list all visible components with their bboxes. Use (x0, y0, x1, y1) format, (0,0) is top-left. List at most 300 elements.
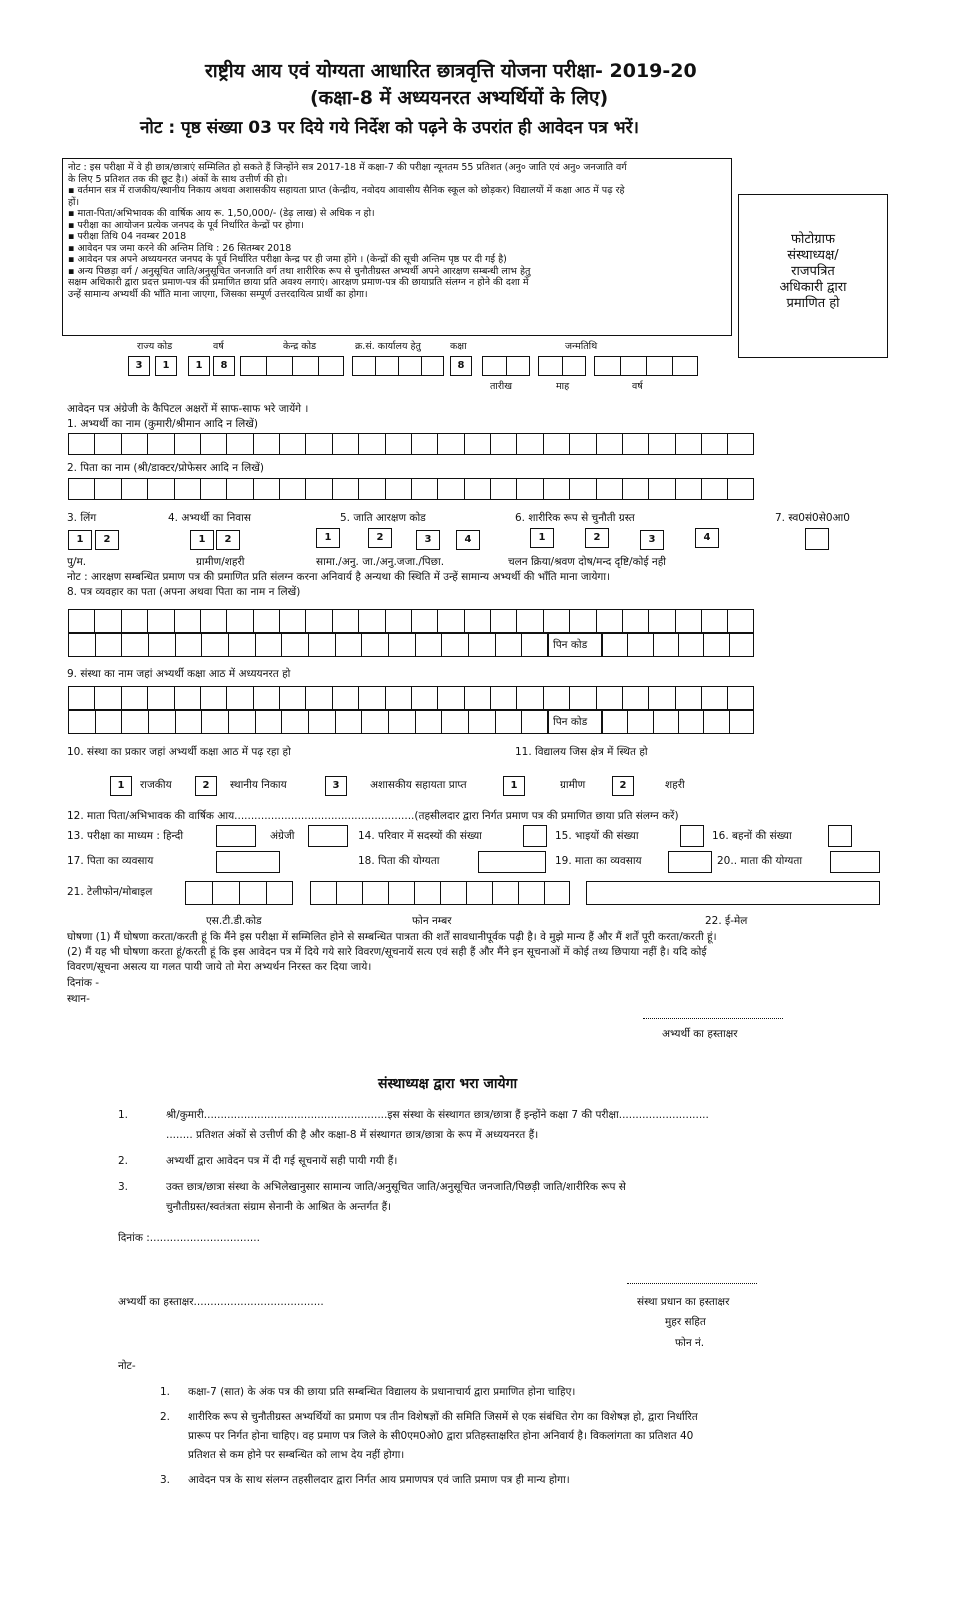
dob-date-boxes[interactable] (482, 356, 530, 376)
disability-option-4[interactable]: 4 (695, 528, 719, 548)
kramank-boxes[interactable] (352, 356, 444, 376)
note-item (160, 1383, 860, 1402)
varsh-digit-2[interactable]: 8 (213, 356, 235, 376)
char-box[interactable] (305, 433, 331, 455)
char-box[interactable] (308, 710, 335, 734)
char-box[interactable] (175, 710, 202, 734)
q13-english-label: अंग्रेजी (270, 830, 295, 842)
char-box[interactable] (358, 478, 384, 500)
q1-label: 1. अभ्यर्थी का नाम (कुमारी/श्रीमान आदि न लिखें) (67, 418, 258, 430)
char-box[interactable] (121, 433, 147, 455)
kendra-code-label: केन्द्र कोड (283, 341, 317, 352)
char-box[interactable] (521, 710, 548, 734)
note-number: 3. (160, 1474, 171, 1486)
instructions-list (68, 162, 728, 300)
principal-item-line: चुनौतीग्रस्त/स्वतंत्रता संग्राम सेनानी के आश्रित के अन्तर्गत हैं। (166, 1201, 392, 1213)
q20-label: 20.. माता की योग्यता (717, 855, 803, 867)
photo-text-line: संस्थाध्यक्ष/ (787, 248, 839, 263)
instruction-line: ▪ परीक्षा का आयोजन प्रत्येक जनपद के पूर्व निर्धारित केन्द्रों पर होगा। (68, 219, 304, 231)
pin-code-boxes-2[interactable] (602, 710, 754, 734)
char-box[interactable] (94, 686, 120, 710)
school-type-label-3: अशासकीय सहायता प्राप्त (370, 779, 467, 791)
char-box[interactable] (279, 686, 305, 710)
char-box[interactable] (516, 478, 542, 500)
char-box[interactable] (516, 686, 542, 710)
char-box[interactable] (678, 710, 703, 734)
q12-label: 12. माता पिता/अभिभावक की वार्षिक आय......................................................(तहसीलदार द्वारा निर्गत प्रमाण पत्र की प्रमाणित छाया प्रति संलग्न करें) (67, 810, 679, 822)
char-box[interactable] (68, 433, 94, 455)
dob-year-boxes[interactable] (594, 356, 698, 376)
residence-option-2[interactable]: 2 (216, 530, 240, 550)
char-box[interactable] (727, 686, 753, 710)
head-signature-line (627, 1283, 757, 1284)
father-name-boxes[interactable] (68, 478, 754, 500)
notes-list (160, 1383, 860, 1496)
char-box[interactable] (464, 609, 490, 633)
principal-date-label: दिनांक :................................. (118, 1232, 260, 1244)
char-box[interactable] (490, 433, 516, 455)
char-box[interactable] (622, 478, 648, 500)
char-box[interactable] (332, 478, 358, 500)
form-subtitle: (कक्षा-8 में अध्ययनरत अभ्यर्थियों के लिए) (310, 87, 609, 109)
char-box[interactable] (464, 686, 490, 710)
char-box[interactable] (385, 686, 411, 710)
char-box[interactable] (701, 609, 727, 633)
principal-section-title: संस्थाध्यक्ष द्वारा भरा जायेगा (378, 1076, 518, 1092)
char-box[interactable] (729, 710, 754, 734)
disability-option-1[interactable]: 1 (530, 528, 554, 548)
kaksha-box[interactable]: 8 (450, 356, 472, 376)
pin-label-1: पिन कोड (553, 639, 588, 651)
char-box[interactable] (310, 881, 336, 905)
char-box[interactable] (602, 633, 627, 657)
photo-text-line: फोटोग्राफ (790, 232, 836, 247)
q8-label: 8. पत्र व्यवहार का पता (अपना अथवा पिता का नाम न लिखें) (67, 586, 301, 598)
std-code-boxes[interactable] (185, 881, 293, 905)
char-box[interactable] (174, 686, 200, 710)
note-item (160, 1471, 860, 1490)
char-box[interactable] (411, 686, 437, 710)
char-box[interactable] (95, 710, 122, 734)
disability-option-3[interactable]: 3 (640, 530, 664, 550)
char-box[interactable] (411, 609, 437, 633)
char-box[interactable] (253, 433, 279, 455)
q17-label: 17. पिता का व्यवसाय (67, 855, 154, 867)
dob-tarikh-label: तारीख (490, 381, 512, 392)
char-box[interactable] (495, 710, 522, 734)
char-box[interactable] (622, 433, 648, 455)
char-box[interactable] (516, 609, 542, 633)
char-box[interactable] (201, 633, 228, 657)
char-box[interactable] (653, 633, 678, 657)
char-box[interactable] (200, 609, 226, 633)
phone-number-label: फोन नम्बर (412, 915, 452, 927)
char-box[interactable] (385, 433, 411, 455)
mother-qualification-box[interactable] (830, 851, 880, 873)
char-box[interactable] (253, 609, 279, 633)
residence-option-1[interactable]: 1 (190, 530, 214, 550)
char-box[interactable] (415, 710, 442, 734)
char-box[interactable] (148, 710, 175, 734)
char-box[interactable] (185, 881, 212, 905)
char-box[interactable] (147, 478, 173, 500)
caste-labels: सामा./अनु. जा./अनु.जजा./पिछा. (316, 556, 445, 568)
char-box[interactable] (94, 478, 120, 500)
char-box[interactable] (361, 633, 388, 657)
char-box[interactable] (200, 686, 226, 710)
char-box[interactable] (226, 433, 252, 455)
char-box[interactable] (147, 686, 173, 710)
caste-option-2[interactable]: 2 (368, 528, 392, 548)
note-item (160, 1408, 860, 1465)
char-box[interactable] (121, 478, 147, 500)
char-box[interactable] (201, 710, 228, 734)
q16-label: 16. बहनों की संख्या (712, 830, 792, 842)
char-box[interactable] (602, 710, 627, 734)
instruction-line: ▪ आवेदन पत्र जमा करने की अन्तिम तिथि : 26 सितम्बर 2018 (68, 242, 292, 254)
school-type-label-2: स्थानीय निकाय (230, 779, 287, 791)
char-box[interactable] (516, 433, 542, 455)
instruction-line: ▪ परीक्षा तिथि 04 नवम्बर 2018 (68, 231, 187, 242)
char-box[interactable] (147, 609, 173, 633)
char-box[interactable] (596, 686, 622, 710)
char-box[interactable] (388, 881, 414, 905)
instruction-line: ▪ माता-पिता/अभिभावक की वार्षिक आय रू. 1,50,000/- (डेढ़ लाख) से अधिक न हो। (68, 208, 375, 219)
residence-labels: ग्रामीण/शहरी (196, 556, 245, 568)
char-box[interactable] (335, 710, 362, 734)
char-box[interactable] (596, 609, 622, 633)
candidate-signature-line (643, 1018, 783, 1019)
char-box[interactable] (622, 686, 648, 710)
char-box[interactable] (675, 686, 701, 710)
phone-number-boxes[interactable] (310, 881, 570, 905)
declaration-line: घोषणा (1) मैं घोषणा करता/करती हूं कि मैंने इस परीक्षा में सम्मिलित होने से सम्बन्धित पात्रता की शर्तें सावधानीपूर्वक पढ़ी है। वे मुझे मान्य हैं और मैं शर्तें पूरी करता/करती हूं। (67, 931, 717, 943)
principal-item-number: 3. (118, 1181, 129, 1193)
char-box[interactable] (279, 433, 305, 455)
char-box[interactable] (228, 633, 255, 657)
sisters-count-box[interactable] (828, 825, 852, 847)
janmtithi-label: जन्मतिथि (565, 341, 598, 352)
area-label-2: शहरी (665, 779, 685, 791)
school-type-option-3[interactable]: 3 (325, 776, 347, 796)
char-box[interactable] (174, 478, 200, 500)
school-type-label-1: राजकीय (140, 779, 172, 791)
medium-hindi-box[interactable] (216, 825, 256, 847)
note-line: आवेदन पत्र के साथ संलग्न तहसीलदार द्वारा निर्गत आय प्रमाणपत्र एवं जाति प्रमाण पत्र ही मान्य होगा। (188, 1474, 570, 1486)
char-box[interactable] (95, 633, 122, 657)
char-box[interactable] (729, 633, 754, 657)
head-sign-label: संस्था प्रधान का हस्ताक्षर (637, 1296, 730, 1308)
dob-varsh-label: वर्ष (632, 381, 643, 392)
char-box[interactable] (490, 609, 516, 633)
char-box[interactable] (226, 686, 252, 710)
char-box[interactable] (678, 633, 703, 657)
caste-option-3[interactable]: 3 (416, 530, 440, 550)
char-box[interactable] (228, 710, 255, 734)
rajya-code-digit-1[interactable]: 3 (128, 356, 150, 376)
principal-item (118, 1151, 838, 1171)
char-box[interactable] (336, 881, 362, 905)
char-box[interactable] (226, 478, 252, 500)
char-box[interactable] (305, 609, 331, 633)
char-box[interactable] (358, 686, 384, 710)
char-box[interactable] (281, 710, 308, 734)
school-type-option-2[interactable]: 2 (195, 776, 217, 796)
char-box[interactable] (437, 433, 463, 455)
char-box[interactable] (596, 478, 622, 500)
gender-option-1[interactable]: 1 (68, 530, 92, 550)
varsh-digit-1[interactable]: 1 (188, 356, 210, 376)
char-box[interactable] (68, 633, 95, 657)
char-box[interactable] (543, 478, 569, 500)
q4-label: 4. अभ्यर्थी का निवास (168, 512, 251, 524)
area-option-1[interactable]: 1 (503, 776, 525, 796)
char-box[interactable] (414, 881, 440, 905)
q7-label: 7. स्व0सं0से0आ0 (775, 512, 850, 524)
char-box[interactable] (332, 686, 358, 710)
pin-code-boxes-1[interactable] (602, 633, 754, 657)
char-box[interactable] (266, 881, 293, 905)
char-box[interactable] (361, 710, 388, 734)
char-box[interactable] (727, 433, 753, 455)
char-box[interactable] (441, 633, 468, 657)
note-line: प्रतिशत से कम होने पर सम्बन्धित को लाभ देय नहीं होगा। (188, 1449, 405, 1461)
school-type-option-1[interactable]: 1 (110, 776, 132, 796)
char-box[interactable] (703, 710, 728, 734)
char-box[interactable] (569, 609, 595, 633)
char-box[interactable] (94, 433, 120, 455)
char-box[interactable] (543, 686, 569, 710)
char-box[interactable] (279, 609, 305, 633)
caste-option-1[interactable]: 1 (316, 528, 340, 548)
note-number: 2. (160, 1411, 171, 1423)
principal-item-line: श्री/कुमारी.......................................................इस संस्था के संस्थागत छात्र/छात्रा हैं इन्होंने कक्षा 7 की परीक्षा........................... (166, 1109, 709, 1121)
notes-title: नोट- (118, 1360, 136, 1372)
char-box[interactable] (332, 433, 358, 455)
char-box[interactable] (174, 609, 200, 633)
brothers-count-box[interactable] (680, 825, 704, 847)
instruction-line: ▪ वर्तमान सत्र में राजकीय/स्थानीय निकाय अथवा अशासकीय सहायता प्राप्त (केन्द्रीय, नवोदय आवासीय सैनिक स्कूल को छोड़कर) विद्यालयों में कक्षा आठ में पढ़ रहे (68, 185, 625, 196)
char-box[interactable] (305, 686, 331, 710)
char-box[interactable] (415, 633, 442, 657)
disability-option-2[interactable]: 2 (585, 528, 609, 548)
principal-item (118, 1105, 838, 1145)
declaration-date-label: दिनांक - (67, 977, 100, 989)
char-box[interactable] (518, 881, 544, 905)
char-box[interactable] (305, 478, 331, 500)
note-line: शारीरिक रूप से चुनौतीग्रस्त अभ्यर्थियों का प्रमाण पत्र तीन विशेषज्ञों की समिति जिसमें से एक संबंधित रोग का विशेषज्ञ हो, द्वारा निर्धारित (188, 1411, 698, 1423)
rajya-code-digit-2[interactable]: 1 (155, 356, 177, 376)
kendra-code-boxes[interactable] (240, 356, 344, 376)
char-box[interactable] (703, 633, 728, 657)
char-box[interactable] (675, 609, 701, 633)
q22-label: 22. ई-मेल (705, 915, 748, 927)
candidate-name-boxes[interactable] (68, 433, 754, 455)
char-box[interactable] (490, 686, 516, 710)
principal-item-number: 1. (118, 1109, 129, 1121)
char-box[interactable] (490, 478, 516, 500)
char-box[interactable] (521, 633, 548, 657)
q21-label: 21. टेलीफोन/मोबाइल (67, 886, 153, 898)
char-box[interactable] (255, 633, 282, 657)
char-box[interactable] (332, 609, 358, 633)
instruction-line: के लिए 5 प्रतिशत तक की छूट है।) अंकों के साथ उत्तीर्ण की हो। (68, 173, 288, 185)
declaration-line: विवरण/सूचना असत्य या गलत पायी जाये तो मेरा अभ्यर्थन निरस्त कर दिया जाये। (67, 961, 372, 973)
char-box[interactable] (569, 686, 595, 710)
principal-item-line: ........ प्रतिशत अंकों से उत्तीर्ण की है और कक्षा-8 में संस्थागत छात्र/छात्रा के रूप में अध्ययनरत हैं। (166, 1129, 539, 1141)
photo-text (738, 232, 888, 312)
instruction-line: नोट : इस परीक्षा में वे ही छात्र/छात्राएं सम्मिलित हो सकते हैं जिन्होंने सत्र 2017-18 में कक्षा-7 की परीक्षा न्यूनतम 55 प्रतिशत (अनु० जाति एवं अनु० जनजाति वर्ग (68, 162, 627, 173)
char-box[interactable] (174, 433, 200, 455)
char-box[interactable] (411, 478, 437, 500)
char-box[interactable] (253, 686, 279, 710)
kaksha-label: कक्षा (450, 341, 467, 352)
char-box[interactable] (544, 881, 570, 905)
char-box[interactable] (648, 609, 674, 633)
q14-label: 14. परिवार में सदस्यों की संख्या (358, 830, 482, 842)
medium-english-box[interactable] (308, 825, 348, 847)
rajya-code-label: राज्य कोड (137, 341, 173, 352)
char-box[interactable] (68, 478, 94, 500)
char-box[interactable] (622, 609, 648, 633)
char-box[interactable] (68, 710, 95, 734)
char-box[interactable] (627, 710, 652, 734)
char-box[interactable] (226, 609, 252, 633)
char-box[interactable] (675, 433, 701, 455)
char-box[interactable] (492, 881, 518, 905)
caste-option-4[interactable]: 4 (456, 530, 480, 550)
father-occupation-box[interactable] (216, 851, 280, 873)
char-box[interactable] (701, 478, 727, 500)
candidate-signature-label: अभ्यर्थी का हस्ताक्षर (662, 1028, 738, 1040)
disability-labels: चलन क्रिया/श्रवण दोष/मन्द दृष्टि/कोई नही (508, 556, 666, 568)
area-option-2[interactable]: 2 (612, 776, 634, 796)
capital-letters-note: आवेदन पत्र अंग्रेजी के कैपिटल अक्षरों में साफ-साफ भरे जायेंगे । (67, 403, 309, 415)
seal-label: मुहर सहित (665, 1316, 706, 1328)
char-box[interactable] (200, 433, 226, 455)
char-box[interactable] (569, 433, 595, 455)
char-box[interactable] (675, 478, 701, 500)
char-box[interactable] (358, 433, 384, 455)
principal-items (118, 1105, 838, 1223)
reservation-note: नोट : आरक्षण सम्बन्धित प्रमाण पत्र की प्रमाणित प्रति संलग्न करना अनिवार्य है अन्यथा की स्थिति में उन्हें सामान्य अभ्यर्थी की भाँति माना जायेगा। (67, 571, 611, 583)
char-box[interactable] (441, 710, 468, 734)
candidate-sign-label: अभ्यर्थी का हस्ताक्षर....................................... (118, 1296, 324, 1308)
note-line: प्रारूप पर निर्गत होना चाहिए। वह प्रमाण पत्र जिले के सी0एम0ओ0 द्वारा प्रतिहस्ताक्षरित होना अनिवार्य है। विकलांगता का प्रतिशत 40 (188, 1430, 694, 1442)
dob-month-boxes[interactable] (538, 356, 586, 376)
char-box[interactable] (121, 710, 148, 734)
char-box[interactable] (68, 686, 94, 710)
gender-option-2[interactable]: 2 (95, 530, 119, 550)
std-code-label: एस.टी.डी.कोड (206, 915, 262, 927)
char-box[interactable] (437, 686, 463, 710)
char-box[interactable] (437, 478, 463, 500)
char-box[interactable] (385, 478, 411, 500)
char-box[interactable] (175, 633, 202, 657)
instruction-line: ▪ आवेदन पत्र अपने अध्ययनरत जनपद के पूर्व निर्धारित परीक्षा केन्द्र पर ही जमा होंगे । (केन्द्रों की सूची अन्तिम पृष्ठ पर दी गई है) (68, 254, 507, 265)
char-box[interactable] (308, 633, 335, 657)
char-box[interactable] (388, 710, 415, 734)
char-box[interactable] (212, 881, 239, 905)
char-box[interactable] (385, 609, 411, 633)
mother-occupation-box[interactable] (668, 851, 712, 873)
char-box[interactable] (94, 609, 120, 633)
char-box[interactable] (727, 609, 753, 633)
char-box[interactable] (468, 633, 495, 657)
freedom-fighter-box[interactable] (805, 528, 829, 550)
char-box[interactable] (411, 433, 437, 455)
instruction-line: हों। (68, 196, 80, 208)
char-box[interactable] (468, 710, 495, 734)
char-box[interactable] (653, 710, 678, 734)
char-box[interactable] (147, 433, 173, 455)
char-box[interactable] (596, 433, 622, 455)
char-box[interactable] (388, 633, 415, 657)
char-box[interactable] (121, 609, 147, 633)
q13-label: 13. परीक्षा का माध्यम : हिन्दी (67, 830, 184, 842)
address-line-1-boxes[interactable] (68, 609, 754, 633)
char-box[interactable] (121, 686, 147, 710)
char-box[interactable] (281, 633, 308, 657)
q9-label: 9. संस्था का नाम जहां अभ्यर्थी कक्षा आठ में अध्ययनरत हो (67, 668, 291, 680)
char-box[interactable] (495, 633, 522, 657)
char-box[interactable] (279, 478, 305, 500)
char-box[interactable] (148, 633, 175, 657)
varsh-label: वर्ष (213, 341, 224, 352)
char-box[interactable] (464, 433, 490, 455)
char-box[interactable] (200, 478, 226, 500)
char-box[interactable] (464, 478, 490, 500)
char-box[interactable] (701, 686, 727, 710)
char-box[interactable] (437, 609, 463, 633)
declaration-line: (2) मैं यह भी घोषणा करता हूं/करती हूं कि इस आवेदन पत्र में दिये गये सारे विवरण/सूचनायें सत्य एवं सही हैं और मैंने इन सूचनाओं में कोई तथ्य छिपाया नहीं है। यदि कोई (67, 946, 707, 958)
char-box[interactable] (543, 609, 569, 633)
email-box[interactable] (586, 881, 880, 905)
q11-label: 11. विद्यालय जिस क्षेत्र में स्थित हो (515, 746, 648, 758)
q2-label: 2. पिता का नाम (श्री/डाक्टर/प्रोफेसर आदि न लिखें) (67, 462, 264, 474)
institution-line-1-boxes[interactable] (68, 686, 754, 710)
char-box[interactable] (648, 433, 674, 455)
instruction-line: ▪ अन्य पिछड़ा वर्ग / अनुसूचित जाति/अनुसूचित जनजाति वर्ग तथा शारीरिक रूप से चुनौतीग्रस्त अभ्यर्थी अपने आरक्षण सम्बन्धी लाभ हेतु (68, 265, 531, 277)
char-box[interactable] (358, 609, 384, 633)
char-box[interactable] (466, 881, 492, 905)
address-line-2-boxes[interactable] (68, 633, 548, 657)
family-members-box[interactable] (523, 825, 547, 847)
q10-label: 10. संस्था का प्रकार जहां अभ्यर्थी कक्षा आठ में पढ़ रहा हो (67, 746, 291, 758)
char-box[interactable] (253, 478, 279, 500)
char-box[interactable] (362, 881, 388, 905)
char-box[interactable] (569, 478, 595, 500)
q3-label: 3. लिंग (67, 512, 97, 524)
char-box[interactable] (239, 881, 266, 905)
char-box[interactable] (121, 633, 148, 657)
char-box[interactable] (440, 881, 466, 905)
institution-line-2-boxes[interactable] (68, 710, 548, 734)
principal-item-line: अभ्यर्थी द्वारा आवेदन पत्र में दी गई सूचनायें सही पायी गयी हैं। (166, 1155, 398, 1167)
char-box[interactable] (543, 433, 569, 455)
char-box[interactable] (627, 633, 652, 657)
char-box[interactable] (68, 609, 94, 633)
father-qualification-box[interactable] (478, 851, 546, 873)
char-box[interactable] (701, 433, 727, 455)
char-box[interactable] (648, 478, 674, 500)
char-box[interactable] (255, 710, 282, 734)
char-box[interactable] (727, 478, 753, 500)
char-box[interactable] (648, 686, 674, 710)
q19-label: 19. माता का व्यवसाय (555, 855, 642, 867)
phone-label: फोन नं. (675, 1337, 705, 1349)
char-box[interactable] (335, 633, 362, 657)
